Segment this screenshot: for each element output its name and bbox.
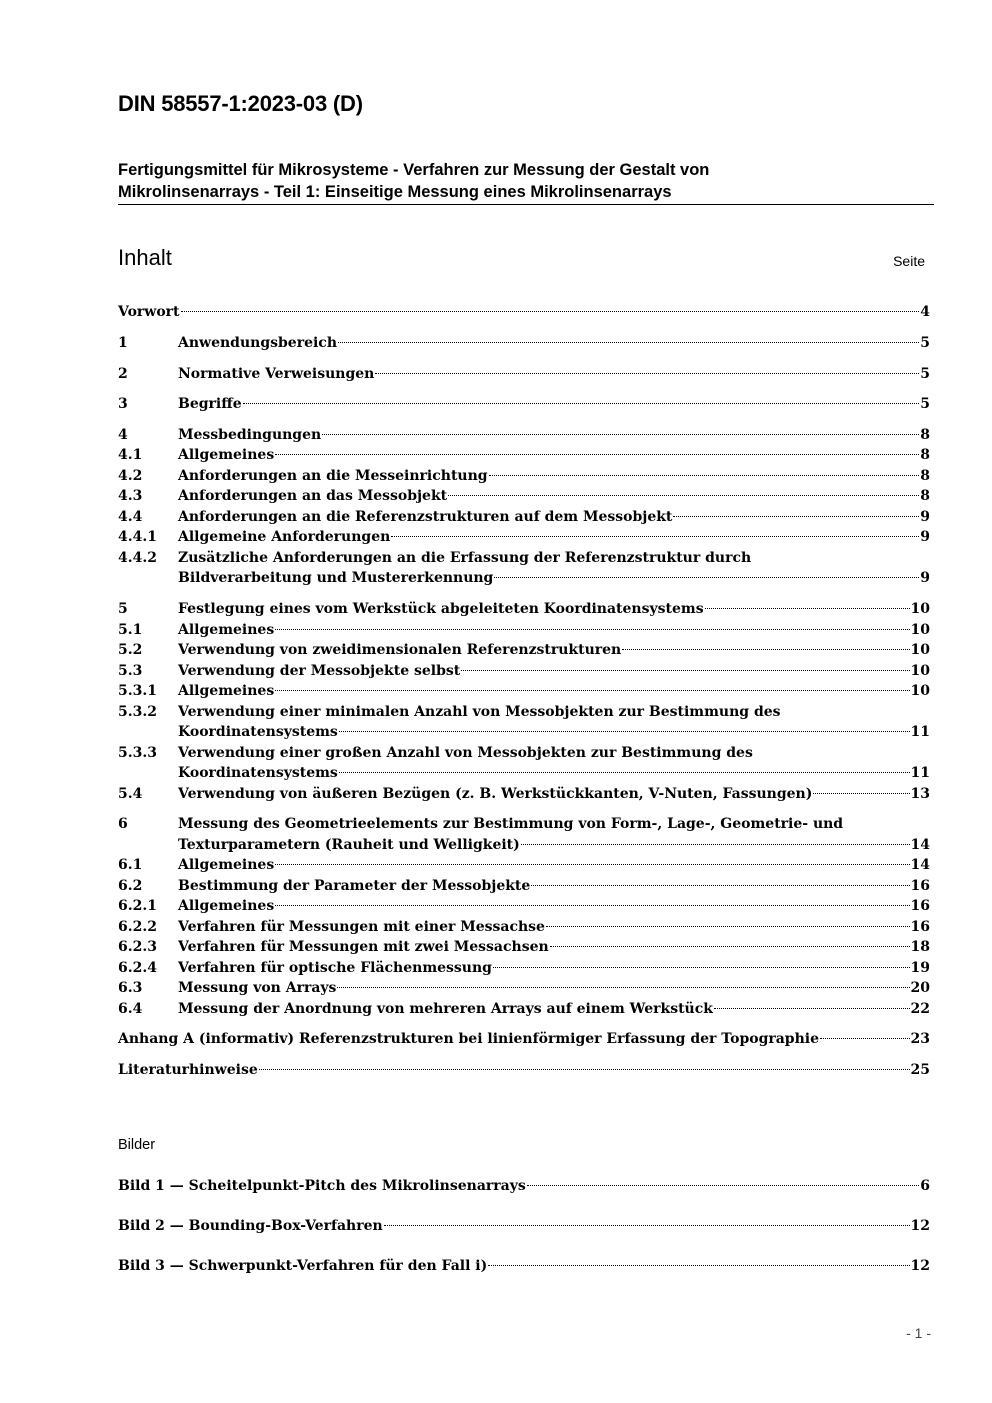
toc-entry[interactable] — [118, 445, 930, 465]
toc-leader — [391, 535, 919, 537]
toc-leader — [488, 1264, 909, 1266]
toc-entry-continuation[interactable] — [118, 835, 930, 855]
toc-page: 10 — [910, 642, 930, 658]
figure-page: 12 — [910, 1258, 930, 1274]
figure-entry[interactable] — [118, 1176, 930, 1196]
toc-entry[interactable] — [118, 978, 930, 998]
toc-entry[interactable] — [118, 394, 930, 414]
toc-leader — [714, 1007, 910, 1009]
toc-page: 25 — [910, 1062, 930, 1078]
toc-number: 6.2.1 — [118, 898, 157, 914]
toc-entry[interactable] — [118, 548, 930, 568]
toc-number: 6.2 — [118, 878, 143, 894]
toc-entry[interactable] — [118, 599, 930, 619]
toc-entry[interactable] — [118, 333, 930, 353]
document-id: DIN 58557-1:2023-03 (D) — [118, 91, 363, 116]
toc-leader — [275, 453, 919, 455]
toc-number: 5.3.1 — [118, 683, 157, 699]
toc-leader — [622, 648, 909, 650]
figure-title: Bild 2 — Bounding-Box-Verfahren — [118, 1218, 383, 1234]
toc-title: Verwendung einer großen Anzahl von Messobjekten zur Bestimmung des — [178, 745, 753, 761]
toc-page: 9 — [920, 529, 930, 545]
toc-title: Messung von Arrays — [178, 980, 337, 996]
toc-entry[interactable] — [118, 681, 930, 701]
toc-page: 14 — [910, 837, 930, 853]
toc-leader — [339, 771, 910, 773]
toc-entry[interactable] — [118, 896, 930, 916]
toc-entry[interactable] — [118, 486, 930, 506]
toc-title: Verwendung der Messobjekte selbst — [178, 663, 461, 679]
toc-leader — [489, 474, 920, 476]
toc-number: 5 — [118, 601, 128, 617]
toc-entry[interactable] — [118, 917, 930, 937]
toc-number: 3 — [118, 396, 128, 412]
toc-leader — [322, 433, 919, 435]
toc-leader — [181, 310, 920, 312]
toc-title: Verwendung von äußeren Bezügen (z. B. Werkstückkanten, V-Nuten, Fassungen) — [178, 786, 813, 802]
toc-entry[interactable] — [118, 507, 930, 527]
toc-title: Messung der Anordnung von mehreren Arrays auf einem Werkstück — [178, 1001, 713, 1017]
toc-entry[interactable] — [118, 527, 930, 547]
toc-entry[interactable] — [118, 661, 930, 681]
toc-page: 8 — [920, 427, 930, 443]
toc-leader — [531, 884, 909, 886]
toc-leader — [275, 863, 909, 865]
toc-title: Allgemeines — [178, 622, 275, 638]
toc-title: Anhang A (informativ) Referenzstrukturen bei linienförmiger Erfassung der Topographie — [118, 1031, 819, 1047]
toc-leader — [521, 843, 910, 845]
toc-title: Festlegung eines vom Werkstück abgeleiteten Koordinatensystems — [178, 601, 704, 617]
toc-title: Normative Verweisungen — [178, 366, 375, 382]
document-subtitle — [118, 159, 934, 205]
toc-leader — [673, 515, 919, 517]
toc-number: 5.3.2 — [118, 704, 157, 720]
figure-page: 6 — [920, 1178, 930, 1194]
toc-number: 5.3 — [118, 663, 143, 679]
toc-title: Allgemeines — [178, 857, 275, 873]
toc-number: 6 — [118, 816, 128, 832]
toc-number: 4.4 — [118, 509, 143, 525]
toc-title: Allgemeines — [178, 683, 275, 699]
toc-number: 4.4.1 — [118, 529, 157, 545]
toc-number: 6.2.2 — [118, 919, 157, 935]
toc-leader — [448, 494, 919, 496]
toc-entry[interactable] — [118, 784, 930, 804]
toc-number: 5.1 — [118, 622, 143, 638]
toc-leader — [275, 689, 909, 691]
toc-entry[interactable] — [118, 958, 930, 978]
toc-number: 5.4 — [118, 786, 143, 802]
toc-page: 13 — [910, 786, 930, 802]
toc-number: 6.3 — [118, 980, 143, 996]
toc-page: 10 — [910, 601, 930, 617]
figure-title: Bild 1 — Scheitelpunkt-Pitch des Mikrolinsenarrays — [118, 1178, 526, 1194]
toc-title: Allgemeines — [178, 898, 275, 914]
toc-entry-bibliography[interactable] — [118, 1060, 930, 1080]
toc-leader — [546, 925, 910, 927]
toc-page: 4 — [920, 304, 930, 320]
toc-page: 20 — [910, 980, 930, 996]
toc-number: 5.2 — [118, 642, 143, 658]
toc-number: 6.4 — [118, 1001, 143, 1017]
toc-title: Begriffe — [178, 396, 242, 412]
toc-entry[interactable] — [118, 425, 930, 445]
toc-page: 9 — [920, 570, 930, 586]
toc-entry[interactable] — [118, 814, 930, 834]
toc-page: 23 — [910, 1031, 930, 1047]
toc-entry-continuation[interactable] — [118, 763, 930, 783]
toc-leader — [550, 945, 910, 947]
toc-title: Literaturhinweise — [118, 1062, 258, 1078]
toc-entry[interactable] — [118, 466, 930, 486]
toc-entry-continuation[interactable] — [118, 568, 930, 588]
toc-leader — [527, 1184, 920, 1186]
toc-page: 9 — [920, 509, 930, 525]
toc-page: 8 — [920, 488, 930, 504]
toc-number: 1 — [118, 335, 128, 351]
toc-title: Anwendungsbereich — [178, 335, 337, 351]
toc-entry[interactable] — [118, 743, 930, 763]
toc-title: Allgemeines — [178, 447, 275, 463]
toc-title: Anforderungen an das Messobjekt — [178, 488, 448, 504]
toc-number: 4 — [118, 427, 128, 443]
toc-title: Verwendung von zweidimensionalen Referenzstrukturen — [178, 642, 622, 658]
toc-leader — [275, 628, 909, 630]
toc-title: Anforderungen an die Referenzstrukturen auf dem Messobjekt — [178, 509, 673, 525]
toc-title: Messung des Geometrieelements zur Bestimmung von Form-, Lage-, Geometrie- und — [178, 816, 844, 832]
toc-entry[interactable] — [118, 620, 930, 640]
toc-entry-continuation[interactable] — [118, 722, 930, 742]
toc-page: 18 — [910, 939, 930, 955]
toc-leader — [275, 904, 909, 906]
toc-number: 6.1 — [118, 857, 143, 873]
toc-page: 5 — [920, 366, 930, 382]
toc-leader — [461, 669, 909, 671]
toc-page: 11 — [910, 724, 930, 740]
toc-leader — [820, 1037, 910, 1039]
toc-title: Verfahren für Messungen mit zwei Messachsen — [178, 939, 549, 955]
toc-leader — [384, 1224, 910, 1226]
toc-number: 5.3.3 — [118, 745, 157, 761]
toc-title: Verwendung einer minimalen Anzahl von Messobjekten zur Bestimmung des — [178, 704, 781, 720]
toc-page: 10 — [910, 663, 930, 679]
toc-number: 6.2.4 — [118, 960, 157, 976]
toc-entry[interactable] — [118, 937, 930, 957]
toc-page: 16 — [910, 878, 930, 894]
toc-number: 4.4.2 — [118, 550, 157, 566]
toc-number: 4.3 — [118, 488, 143, 504]
figure-entry[interactable] — [118, 1216, 930, 1236]
toc-entry[interactable] — [118, 702, 930, 722]
toc-page: 10 — [910, 683, 930, 699]
toc-entry[interactable] — [118, 302, 930, 322]
toc-page: 10 — [910, 622, 930, 638]
toc-leader — [705, 607, 910, 609]
toc-entry[interactable] — [118, 855, 930, 875]
toc-title: Verfahren für Messungen mit einer Messachse — [178, 919, 545, 935]
toc-title: Koordinatensystems — [178, 765, 338, 781]
subtitle-line-2: Mikrolinsenarrays - Teil 1: Einseitige Messung eines Mikrolinsenarrays — [118, 183, 672, 201]
toc-page: 8 — [920, 447, 930, 463]
toc-entry[interactable] — [118, 640, 930, 660]
toc-title: Texturparametern (Rauheit und Welligkeit) — [178, 837, 520, 853]
toc-title: Koordinatensystems — [178, 724, 338, 740]
toc-title: Anforderungen an die Messeinrichtung — [178, 468, 488, 484]
toc-leader — [813, 792, 909, 794]
toc-title: Vorwort — [118, 304, 180, 320]
toc-leader — [337, 986, 909, 988]
page-number: - 1 - — [906, 1325, 931, 1341]
toc-page: 19 — [910, 960, 930, 976]
toc-number: 4.2 — [118, 468, 143, 484]
contents-heading: Inhalt — [118, 245, 172, 270]
toc-entry[interactable] — [118, 999, 930, 1019]
toc-leader — [493, 966, 910, 968]
toc-entry[interactable] — [118, 876, 930, 896]
toc-page: 11 — [910, 765, 930, 781]
toc-page: 14 — [910, 857, 930, 873]
toc-leader — [338, 341, 919, 343]
toc-number: 2 — [118, 366, 128, 382]
toc-entry[interactable] — [118, 364, 930, 384]
toc-title: Bestimmung der Parameter der Messobjekte — [178, 878, 531, 894]
toc-leader — [375, 372, 919, 374]
toc-leader — [339, 730, 910, 732]
toc-leader — [259, 1068, 910, 1070]
subtitle-line-1: Fertigungsmittel für Mikrosysteme - Verfahren zur Messung der Gestalt von — [118, 161, 710, 179]
toc-title: Zusätzliche Anforderungen an die Erfassung der Referenzstruktur durch — [178, 550, 752, 566]
figure-title: Bild 3 — Schwerpunkt-Verfahren für den Fall i) — [118, 1258, 488, 1274]
figure-entry[interactable] — [118, 1256, 930, 1276]
toc-page: 5 — [920, 335, 930, 351]
toc-page: 22 — [910, 1001, 930, 1017]
toc-page: 16 — [910, 898, 930, 914]
toc-title: Messbedingungen — [178, 427, 322, 443]
toc-leader — [243, 402, 920, 404]
figure-page: 12 — [910, 1218, 930, 1234]
toc-title: Bildverarbeitung und Mustererkennung — [178, 570, 494, 586]
toc-page: 5 — [920, 396, 930, 412]
toc-entry-annex[interactable] — [118, 1029, 930, 1049]
toc-number: 4.1 — [118, 447, 143, 463]
page-column-heading: Seite — [893, 253, 925, 269]
figures-heading: Bilder — [118, 1137, 156, 1153]
toc-leader — [494, 576, 919, 578]
toc-page: 8 — [920, 468, 930, 484]
toc-page: 16 — [910, 919, 930, 935]
toc-number: 6.2.3 — [118, 939, 157, 955]
toc-title: Allgemeine Anforderungen — [178, 529, 391, 545]
toc-title: Verfahren für optische Flächenmessung — [178, 960, 492, 976]
